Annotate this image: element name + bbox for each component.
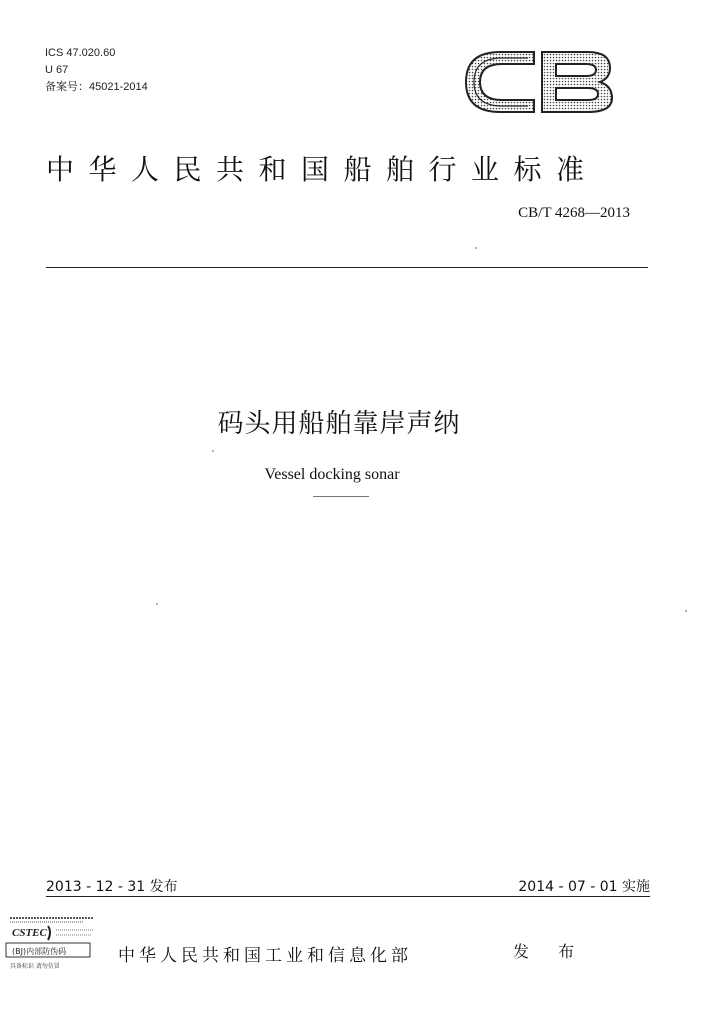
title-underline	[313, 496, 369, 497]
document-title-chinese: 码头用船舶靠岸声纳	[217, 409, 461, 439]
document-title-english: Vessel docking sonar	[264, 466, 400, 483]
dates-row	[46, 876, 650, 896]
scan-speck	[212, 450, 214, 452]
issuing-authority: 中华人民共和国工业和信息化部	[118, 946, 412, 966]
anti-counterfeit-stamp	[4, 912, 100, 972]
svg-text:具备标识 请勿仿冒: 具备标识 请勿仿冒	[10, 963, 60, 970]
scan-speck	[156, 603, 158, 605]
ics-code: ICS 47.020.60	[45, 47, 116, 59]
release-date: 2013 - 12 - 31 发布	[46, 879, 178, 895]
filing-number: 备案号：45021-2014	[45, 81, 148, 93]
ccs-code: U 67	[45, 64, 69, 76]
svg-text:(BJ)内部防伪码: (BJ)内部防伪码	[12, 947, 67, 956]
footer-divider	[46, 896, 650, 897]
implementation-date: 2014 - 07 - 01 实施	[518, 879, 650, 895]
cb-logo	[462, 44, 616, 120]
scan-speck	[685, 610, 687, 612]
issue-label: 发 布	[513, 942, 587, 961]
standard-category-title: 中华人民共和国船舶行业标准	[46, 153, 599, 186]
svg-text:CSTEC: CSTEC	[12, 927, 47, 939]
header-divider	[46, 267, 648, 268]
scan-speck	[475, 247, 477, 249]
classification-block	[45, 45, 148, 96]
standard-number: CB/T 4268—2013	[518, 205, 630, 221]
